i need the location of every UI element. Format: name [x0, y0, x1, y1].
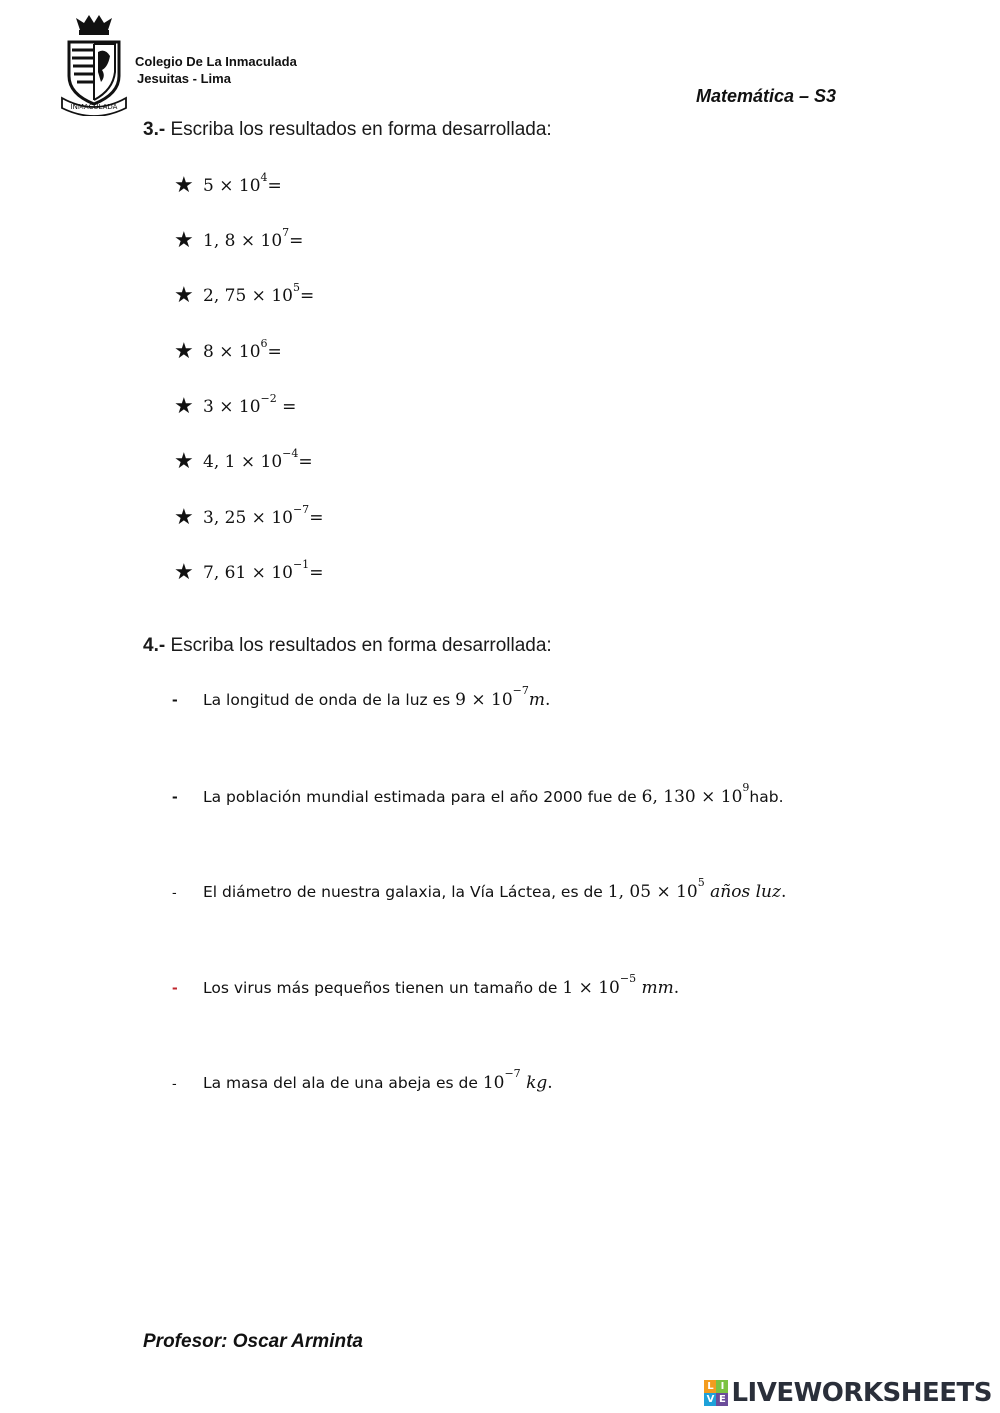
school-subtitle: Jesuitas - Lima: [137, 71, 231, 86]
sci-notation-expr: 2, $75 \times 10^5=$: [203, 281, 315, 306]
dash-bullet: -: [172, 884, 177, 900]
teacher-name: Profesor: Oscar Arminta: [143, 1331, 363, 1352]
problem-statement: La población mundial estimada para el año 2000 fue de 6, $130 \times 10^9hab$.: [203, 781, 784, 807]
section-3-instruction: Escriba los resultados en forma desarrollada:: [170, 119, 552, 140]
school-name: Colegio De La Inmaculada: [135, 54, 297, 69]
sci-notation-expr: $3 \times 10^{-2}$ =: [203, 392, 297, 417]
subject-label: Matemática – S3: [696, 86, 837, 106]
star-bullet-icon: ★: [174, 173, 194, 198]
sci-notation-expr: 1, $8 \times 10^7=$: [203, 226, 304, 251]
crest-motto: INMACULADA: [70, 103, 118, 111]
star-bullet-icon: ★: [174, 505, 194, 530]
liveworksheets-logo-icon: L I V E: [704, 1380, 728, 1406]
section-3-title: [143, 119, 552, 141]
school-crest-logo: [58, 12, 130, 116]
problem-statement: Los virus más pequeños tienen un tamaño de $1 \times 10^{-5}$ mm.: [203, 972, 680, 998]
brand-wordmark: LIVEWORKSHEETS: [731, 1378, 992, 1408]
section-4-instruction: Escriba los resultados en forma desarrollada:: [170, 635, 552, 656]
problem-statement: La longitud de onda de la luz es $9 \times 10^{-7}m$.: [203, 684, 551, 710]
problem-statement: La masa del ala de una abeja es de $10^{-7}$ kg.: [203, 1067, 553, 1093]
dash-bullet: -: [172, 978, 178, 997]
dash-bullet: -: [172, 690, 178, 709]
liveworksheets-brand: [704, 1376, 992, 1410]
sci-notation-expr: $8 \times 10^6=$: [203, 337, 282, 362]
problem-statement: El diámetro de nuestra galaxia, la Vía Láctea, es de 1, $05 \times 10^5$ años luz.: [203, 876, 787, 902]
section-4-title: [143, 635, 552, 657]
star-bullet-icon: ★: [174, 394, 194, 419]
star-bullet-icon: ★: [174, 228, 194, 253]
section-4-number: 4.-: [143, 635, 166, 656]
star-bullet-icon: ★: [174, 449, 194, 474]
dash-bullet: -: [172, 1075, 177, 1091]
sci-notation-expr: 3, $25 \times 10^{-7}=$: [203, 503, 324, 528]
star-bullet-icon: ★: [174, 560, 194, 585]
sci-notation-expr: $5 \times 10^4=$: [203, 171, 282, 196]
sci-notation-expr: 7, $61 \times 10^{-1}=$: [203, 558, 324, 583]
star-bullet-icon: ★: [174, 339, 194, 364]
dash-bullet: -: [172, 787, 178, 806]
sci-notation-expr: 4, $1 \times 10^{-4}=$: [203, 447, 313, 472]
star-bullet-icon: ★: [174, 283, 194, 308]
section-3-number: 3.-: [143, 119, 166, 140]
